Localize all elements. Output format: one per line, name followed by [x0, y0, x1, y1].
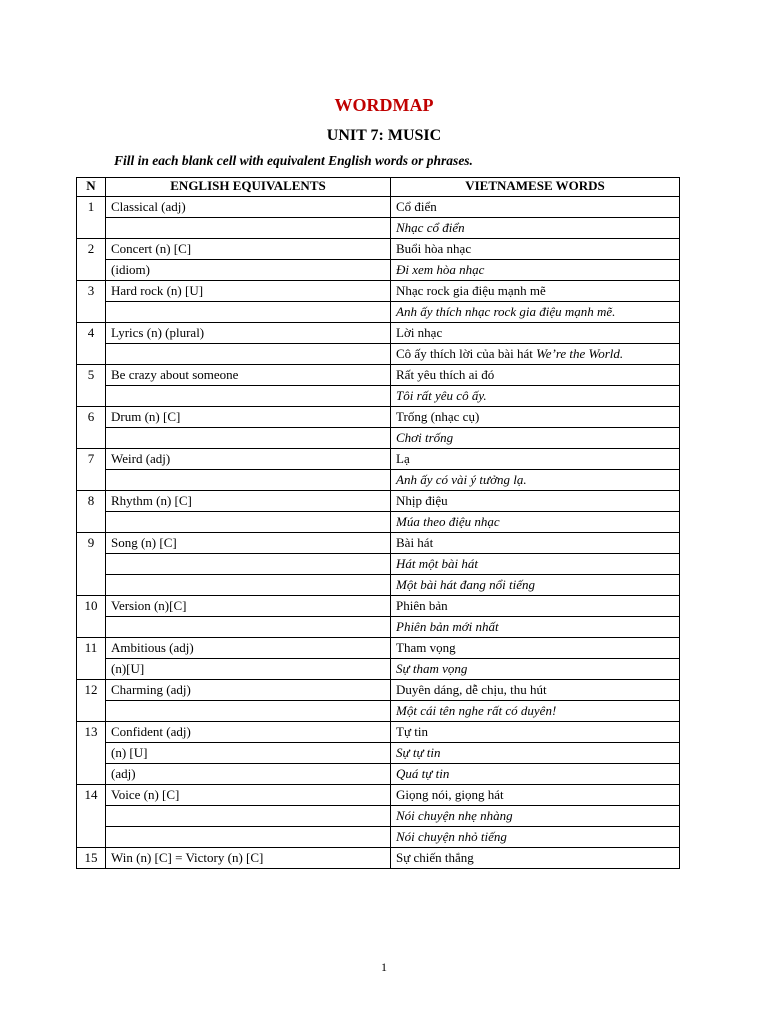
vietnamese-cell: Chơi trống — [391, 428, 680, 449]
english-cell[interactable]: (n) [U] — [106, 743, 391, 764]
english-cell[interactable]: (idiom) — [106, 260, 391, 281]
vietnamese-cell: Bài hát — [391, 533, 680, 554]
vietnamese-cell: Nhạc rock gia điệu mạnh mẽ — [391, 281, 680, 302]
vietnamese-cell: Sự chiến thắng — [391, 848, 680, 869]
vietnamese-cell: Lạ — [391, 449, 680, 470]
entry-number: 5 — [77, 365, 106, 407]
english-cell[interactable]: Lyrics (n) (plural) — [106, 323, 391, 344]
english-cell[interactable]: Concert (n) [C] — [106, 239, 391, 260]
vietnamese-cell: Múa theo điệu nhạc — [391, 512, 680, 533]
unit-subtitle: UNIT 7: MUSIC — [326, 127, 442, 144]
english-cell[interactable]: Charming (adj) — [106, 680, 391, 701]
entry-number: 4 — [77, 323, 106, 365]
table-row — [77, 617, 680, 638]
english-cell[interactable] — [106, 512, 391, 533]
vietnamese-cell: Hát một bài hát — [391, 554, 680, 575]
table-row — [77, 197, 680, 218]
table-row — [77, 512, 680, 533]
english-cell[interactable]: Hard rock (n) [U] — [106, 281, 391, 302]
table-row — [77, 722, 680, 743]
table-row — [77, 743, 680, 764]
entry-number: 1 — [77, 197, 106, 239]
english-cell[interactable]: Version (n)[C] — [106, 596, 391, 617]
entry-number: 2 — [77, 239, 106, 281]
english-cell[interactable] — [106, 617, 391, 638]
english-cell[interactable]: (adj) — [106, 764, 391, 785]
english-cell[interactable]: Weird (adj) — [106, 449, 391, 470]
vietnamese-cell — [391, 344, 680, 365]
song-title: We’re the World. — [536, 346, 624, 361]
vietnamese-cell: Anh ấy có vài ý tưởng lạ. — [391, 470, 680, 491]
table-row — [77, 638, 680, 659]
entry-number: 14 — [77, 785, 106, 848]
vietnamese-cell: Một bài hát đang nổi tiếng — [391, 575, 680, 596]
vietnamese-cell: Một cái tên nghe rất có duyên! — [391, 701, 680, 722]
vietnamese-cell: Duyên dáng, dễ chịu, thu hút — [391, 680, 680, 701]
table-row — [77, 407, 680, 428]
english-cell[interactable]: Song (n) [C] — [106, 533, 391, 554]
table-row — [77, 764, 680, 785]
table-row — [77, 491, 680, 512]
table-row — [77, 239, 680, 260]
table-row — [77, 281, 680, 302]
table-row — [77, 596, 680, 617]
instruction-text: Fill in each blank cell with equivalent English words or phrases. — [114, 153, 473, 168]
english-cell[interactable] — [106, 575, 391, 596]
entry-number: 11 — [77, 638, 106, 680]
entry-number: 10 — [77, 596, 106, 638]
table-row — [77, 260, 680, 281]
english-cell[interactable] — [106, 344, 391, 365]
page-number: 1 — [381, 960, 387, 974]
vietnamese-cell: Sự tự tin — [391, 743, 680, 764]
english-cell[interactable]: Rhythm (n) [C] — [106, 491, 391, 512]
english-cell[interactable] — [106, 701, 391, 722]
vietnamese-cell: Anh ấy thích nhạc rock gia điệu mạnh mẽ. — [391, 302, 680, 323]
header-vietnamese: VIETNAMESE WORDS — [391, 178, 680, 197]
english-cell[interactable]: Ambitious (adj) — [106, 638, 391, 659]
vietnamese-cell: Sự tham vọng — [391, 659, 680, 680]
table-row — [77, 386, 680, 407]
vietnamese-cell: Phiên bản mới nhất — [391, 617, 680, 638]
entry-number: 12 — [77, 680, 106, 722]
english-cell[interactable]: (n)[U] — [106, 659, 391, 680]
entry-number: 13 — [77, 722, 106, 785]
english-cell[interactable]: Confident (adj) — [106, 722, 391, 743]
table-row — [77, 785, 680, 806]
entry-number: 3 — [77, 281, 106, 323]
table-row — [77, 302, 680, 323]
table-row — [77, 533, 680, 554]
wordmap-table — [76, 177, 680, 869]
entry-number: 15 — [77, 848, 106, 869]
english-cell[interactable]: Drum (n) [C] — [106, 407, 391, 428]
vietnamese-cell: Lời nhạc — [391, 323, 680, 344]
english-cell[interactable] — [106, 386, 391, 407]
english-cell[interactable] — [106, 428, 391, 449]
table-row — [77, 848, 680, 869]
vietnamese-cell: Cổ điển — [391, 197, 680, 218]
english-cell[interactable]: Classical (adj) — [106, 197, 391, 218]
entry-number: 9 — [77, 533, 106, 596]
table-row — [77, 449, 680, 470]
vietnamese-cell: Nói chuyện nhỏ tiếng — [391, 827, 680, 848]
table-row — [77, 365, 680, 386]
entry-number: 8 — [77, 491, 106, 533]
vietnamese-cell: Buổi hòa nhạc — [391, 239, 680, 260]
vietnamese-cell: Tự tin — [391, 722, 680, 743]
vietnamese-cell: Trống (nhạc cụ) — [391, 407, 680, 428]
vietnamese-text: Cô ấy thích lời của bài hát — [396, 346, 537, 361]
document-title: WORDMAP — [334, 95, 434, 115]
table-row — [77, 806, 680, 827]
table-row — [77, 470, 680, 491]
entry-number: 6 — [77, 407, 106, 449]
table-row — [77, 827, 680, 848]
english-cell[interactable] — [106, 302, 391, 323]
english-cell[interactable] — [106, 218, 391, 239]
entry-number: 7 — [77, 449, 106, 491]
vietnamese-cell: Phiên bản — [391, 596, 680, 617]
table-row — [77, 701, 680, 722]
table-row — [77, 680, 680, 701]
vietnamese-cell: Giọng nói, giọng hát — [391, 785, 680, 806]
english-cell[interactable]: Voice (n) [C] — [106, 785, 391, 806]
table-row — [77, 344, 680, 365]
header-english: ENGLISH EQUIVALENTS — [106, 178, 391, 197]
english-cell[interactable] — [106, 806, 391, 827]
table-body — [77, 197, 680, 869]
vietnamese-cell: Tôi rất yêu cô ấy. — [391, 386, 680, 407]
header-number: N — [77, 178, 106, 197]
vietnamese-cell: Nói chuyện nhẹ nhàng — [391, 806, 680, 827]
english-cell[interactable]: Be crazy about someone — [106, 365, 391, 386]
english-cell[interactable]: Win (n) [C] = Victory (n) [C] — [106, 848, 391, 869]
vietnamese-cell: Tham vọng — [391, 638, 680, 659]
vietnamese-cell: Nhạc cổ điển — [391, 218, 680, 239]
english-cell[interactable] — [106, 827, 391, 848]
vietnamese-cell: Đi xem hòa nhạc — [391, 260, 680, 281]
table-header-row — [77, 178, 680, 197]
table-row — [77, 575, 680, 596]
english-cell[interactable] — [106, 470, 391, 491]
table-row — [77, 554, 680, 575]
table-row — [77, 323, 680, 344]
vietnamese-cell: Rất yêu thích ai đó — [391, 365, 680, 386]
table-row — [77, 659, 680, 680]
vietnamese-cell: Nhịp điệu — [391, 491, 680, 512]
table-row — [77, 218, 680, 239]
vietnamese-cell: Quá tự tin — [391, 764, 680, 785]
table-row — [77, 428, 680, 449]
english-cell[interactable] — [106, 554, 391, 575]
